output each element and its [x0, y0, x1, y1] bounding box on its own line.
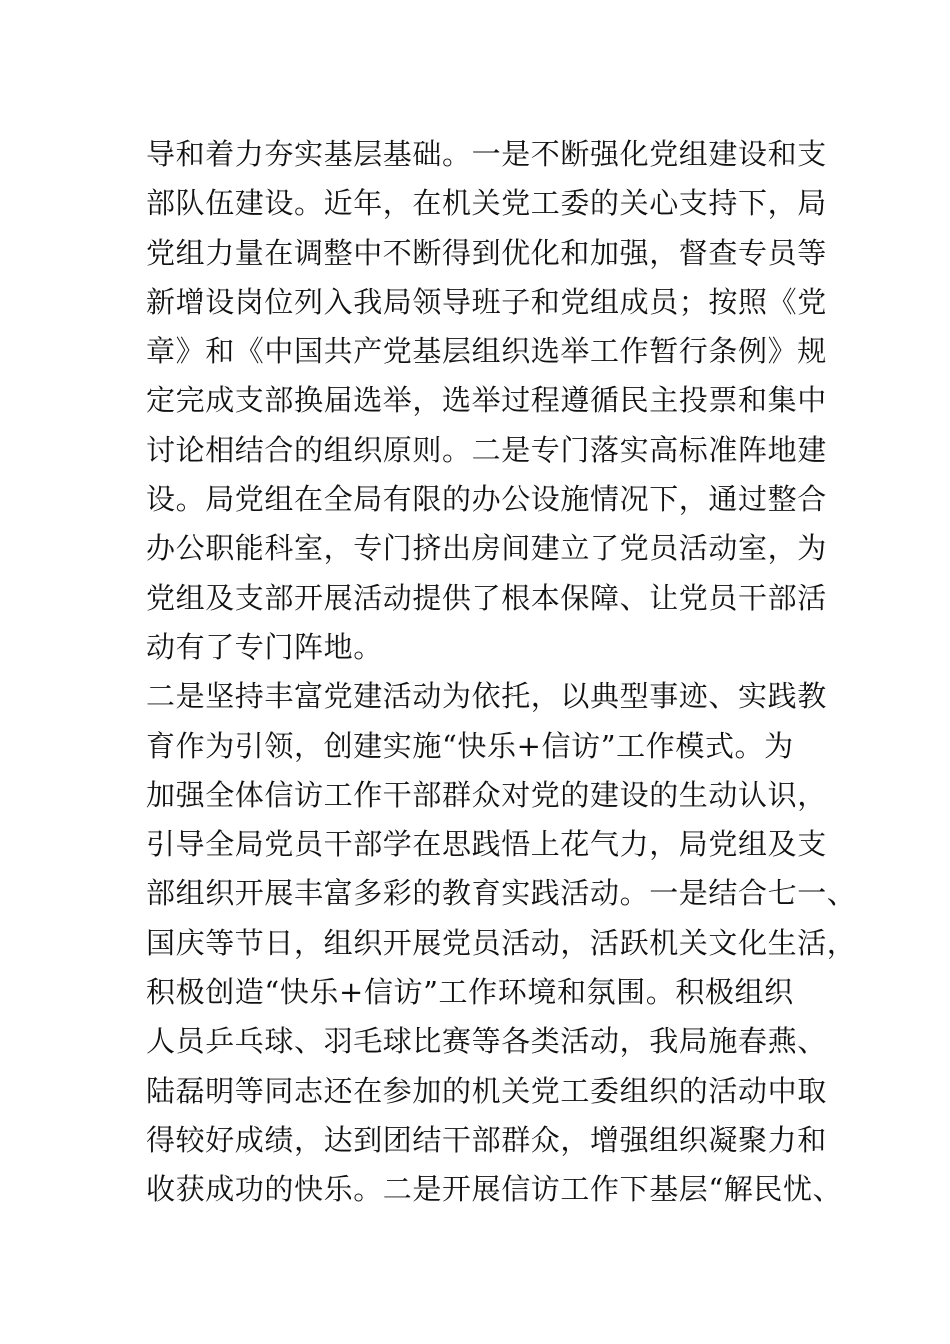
- text-line: 新增设岗位列入我局领导班子和党组成员；按照《党: [146, 284, 827, 319]
- text-line: 收获成功的快乐。二是开展信访工作下基层“解民忧、: [146, 1172, 843, 1207]
- text-line: 党组力量在调整中不断得到优化和加强，督查专员等: [146, 235, 827, 270]
- text-line: 部组织开展丰富多彩的教育实践活动。一是结合七一、: [146, 876, 857, 911]
- text-line: 陆磊明等同志还在参加的机关党工委组织的活动中取: [146, 1073, 827, 1108]
- text-line: 育作为引领，创建实施“快乐+信访”工作模式。为: [146, 728, 794, 763]
- text-line: 得较好成绩，达到团结干部群众，增强组织凝聚力和: [146, 1122, 827, 1157]
- text-line: 引导全局党员干部学在思践悟上花气力，局党组及支: [146, 827, 827, 862]
- text-line: 党组及支部开展活动提供了根本保障、让党员干部活: [146, 580, 827, 615]
- body-text: [146, 130, 857, 1215]
- text-line: 积极创造“快乐+信访”工作环境和氛围。积极组织: [146, 975, 794, 1010]
- text-line: 部队伍建设。近年，在机关党工委的关心支持下，局: [146, 186, 827, 221]
- text-line: 定完成支部换届选举，选举过程遵循民主投票和集中: [146, 383, 827, 418]
- text-line: 动有了专门阵地。: [146, 629, 383, 664]
- text-line: 设。局党组在全局有限的办公设施情况下，通过整合: [146, 482, 827, 517]
- text-line: 讨论相结合的组织原则。二是专门落实高标准阵地建: [146, 432, 827, 467]
- text-line: 办公职能科室，专门挤出房间建立了党员活动室，为: [146, 531, 827, 566]
- text-line: 国庆等节日，组织开展党员活动，活跃机关文化生活，: [146, 925, 857, 960]
- text-line: 二是坚持丰富党建活动为依托，以典型事迹、实践教: [146, 679, 827, 714]
- text-line: 加强全体信访工作干部群众对党的建设的生动认识，: [146, 777, 827, 812]
- text-line: 章》和《中国共产党基层组织选举工作暂行条例》规: [146, 334, 827, 369]
- text-line: 导和着力夯实基层基础。一是不断强化党组建设和支: [146, 137, 827, 171]
- text-line: 人员乒乓球、羽毛球比赛等各类活动，我局施春燕、: [146, 1024, 827, 1059]
